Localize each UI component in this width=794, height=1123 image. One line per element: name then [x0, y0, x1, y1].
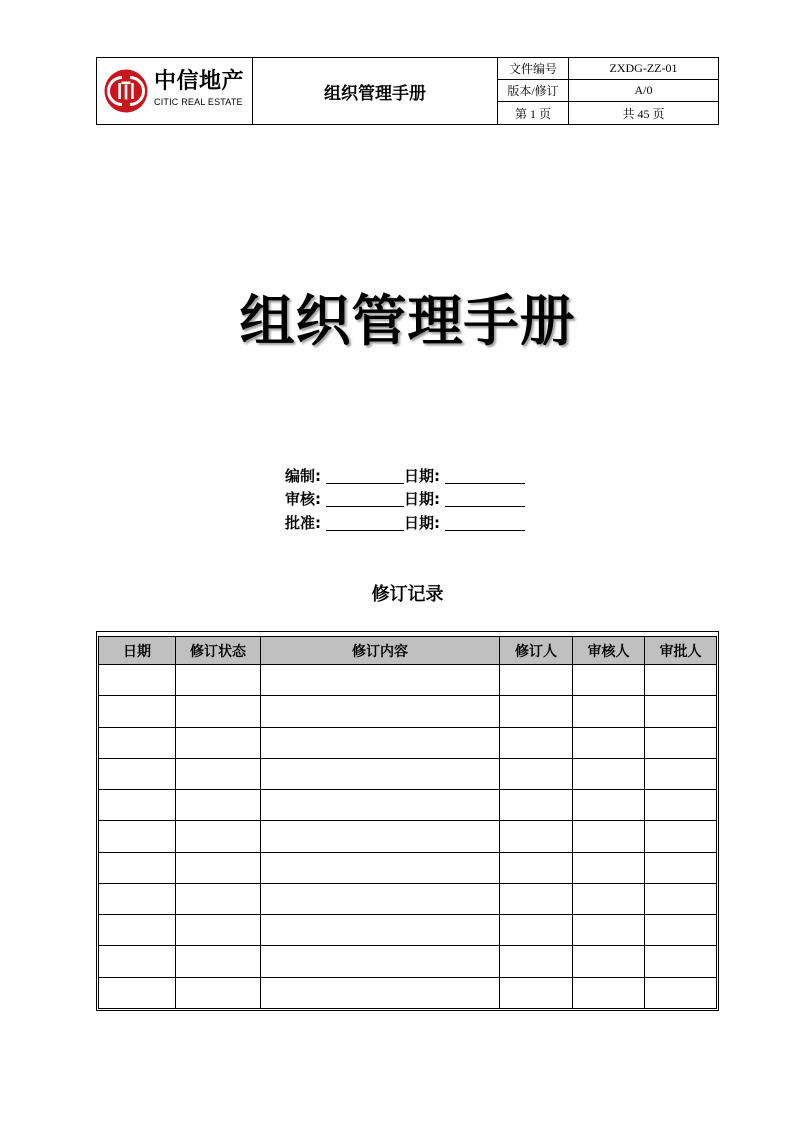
revision-cell-content: [261, 884, 500, 915]
signature-date-label: 日期:: [404, 491, 440, 508]
column-header-approver: 审批人: [645, 637, 717, 665]
revision-cell-status: [176, 759, 261, 790]
revision-cell-reviewer: [573, 728, 645, 759]
revision-cell-date: [99, 978, 176, 1009]
revision-cell-reviewer: [573, 821, 645, 852]
revision-cell-reviser: [500, 759, 573, 790]
signature-date-blank: [445, 515, 525, 531]
revision-cell-reviser: [500, 696, 573, 727]
revision-table: [98, 636, 717, 1009]
column-header-reviser: 修订人: [500, 637, 573, 665]
revision-cell-content: [261, 728, 500, 759]
revision-cell-reviser: [500, 853, 573, 884]
revision-cell-approver: [645, 915, 717, 946]
revision-cell-content: [261, 696, 500, 727]
doc-number-value: ZXDG-ZZ-01: [569, 58, 718, 80]
logo-cell: [97, 58, 253, 124]
revision-cell-reviewer: [573, 884, 645, 915]
revision-cell-date: [99, 853, 176, 884]
signature-row-review: [285, 488, 525, 512]
page-title: 组织管理手册: [239, 289, 576, 353]
signature-name-blank: [326, 468, 404, 484]
revision-cell-date: [99, 946, 176, 977]
signature-date-label: 日期:: [404, 514, 440, 531]
revision-cell-date: [99, 884, 176, 915]
revision-cell-reviser: [500, 946, 573, 977]
revision-cell-reviser: [500, 884, 573, 915]
revision-cell-reviewer: [573, 665, 645, 696]
signature-block: [285, 464, 525, 535]
revision-cell-approver: [645, 759, 717, 790]
header-meta-table: [498, 58, 718, 124]
version-value: A/0: [569, 80, 718, 102]
signature-name-blank: [326, 515, 404, 531]
revision-cell-reviewer: [573, 915, 645, 946]
revision-cell-reviser: [500, 915, 573, 946]
revision-cell-status: [176, 884, 261, 915]
revision-cell-reviser: [500, 790, 573, 821]
revision-cell-content: [261, 790, 500, 821]
revision-cell-approver: [645, 884, 717, 915]
revision-cell-status: [176, 696, 261, 727]
signature-date-blank: [445, 468, 525, 484]
revision-cell-approver: [645, 821, 717, 852]
revision-cell-reviewer: [573, 853, 645, 884]
revision-cell-content: [261, 665, 500, 696]
revision-cell-reviser: [500, 978, 573, 1009]
signature-name-blank: [326, 491, 404, 507]
revision-cell-content: [261, 853, 500, 884]
revision-cell-approver: [645, 665, 717, 696]
revision-cell-content: [261, 946, 500, 977]
revision-cell-approver: [645, 853, 717, 884]
revision-cell-reviser: [500, 665, 573, 696]
revision-cell-status: [176, 728, 261, 759]
logo-bar-i1: [118, 83, 121, 99]
revision-cell-approver: [645, 790, 717, 821]
doc-number-label: 文件编号: [498, 58, 569, 80]
signature-date-label: 日期:: [404, 467, 440, 484]
column-header-content: 修订内容: [261, 637, 500, 665]
revision-cell-approver: [645, 978, 717, 1009]
citic-logo-icon: [104, 69, 148, 113]
revision-cell-date: [99, 759, 176, 790]
revision-cell-content: [261, 978, 500, 1009]
revision-cell-approver: [645, 728, 717, 759]
revision-cell-content: [261, 821, 500, 852]
revision-cell-reviewer: [573, 759, 645, 790]
column-header-date: 日期: [99, 637, 176, 665]
logo-bar-i2: [131, 83, 134, 99]
revision-cell-date: [99, 696, 176, 727]
revision-record-title: 修订记录: [371, 584, 444, 605]
revision-cell-reviewer: [573, 946, 645, 977]
signature-row-compile: [285, 464, 525, 488]
page-number: 第 1 页: [498, 102, 569, 124]
revision-cell-date: [99, 821, 176, 852]
header-doc-title: 组织管理手册: [253, 58, 498, 124]
revision-cell-date: [99, 915, 176, 946]
revision-cell-status: [176, 915, 261, 946]
revision-cell-status: [176, 946, 261, 977]
revision-cell-content: [261, 759, 500, 790]
revision-cell-date: [99, 728, 176, 759]
revision-cell-approver: [645, 696, 717, 727]
revision-cell-status: [176, 665, 261, 696]
revision-cell-reviewer: [573, 790, 645, 821]
revision-cell-reviewer: [573, 696, 645, 727]
revision-cell-date: [99, 665, 176, 696]
revision-cell-status: [176, 853, 261, 884]
revision-cell-reviewer: [573, 978, 645, 1009]
revision-cell-reviser: [500, 728, 573, 759]
brand-name-cn: 中信地产: [154, 69, 245, 94]
logo-bar-t-stem: [125, 85, 128, 100]
revision-cell-reviser: [500, 821, 573, 852]
signature-role-label: 批准:: [285, 514, 321, 531]
signature-date-blank: [445, 491, 525, 507]
logo-bar-t-top: [122, 82, 131, 85]
brand-name-en: CITIC REAL ESTATE: [154, 97, 243, 107]
column-header-reviewer: 审核人: [573, 637, 645, 665]
revision-cell-content: [261, 915, 500, 946]
revision-cell-approver: [645, 946, 717, 977]
column-header-status: 修订状态: [176, 637, 261, 665]
header-table: [96, 57, 719, 125]
revision-cell-status: [176, 790, 261, 821]
revision-cell-status: [176, 821, 261, 852]
signature-role-label: 审核:: [285, 491, 321, 508]
signature-role-label: 编制:: [285, 467, 321, 484]
page-total: 共 45 页: [622, 106, 665, 121]
revision-cell-status: [176, 978, 261, 1009]
version-label: 版本/修订: [498, 80, 569, 102]
signature-row-approve: [285, 511, 525, 535]
revision-cell-date: [99, 790, 176, 821]
